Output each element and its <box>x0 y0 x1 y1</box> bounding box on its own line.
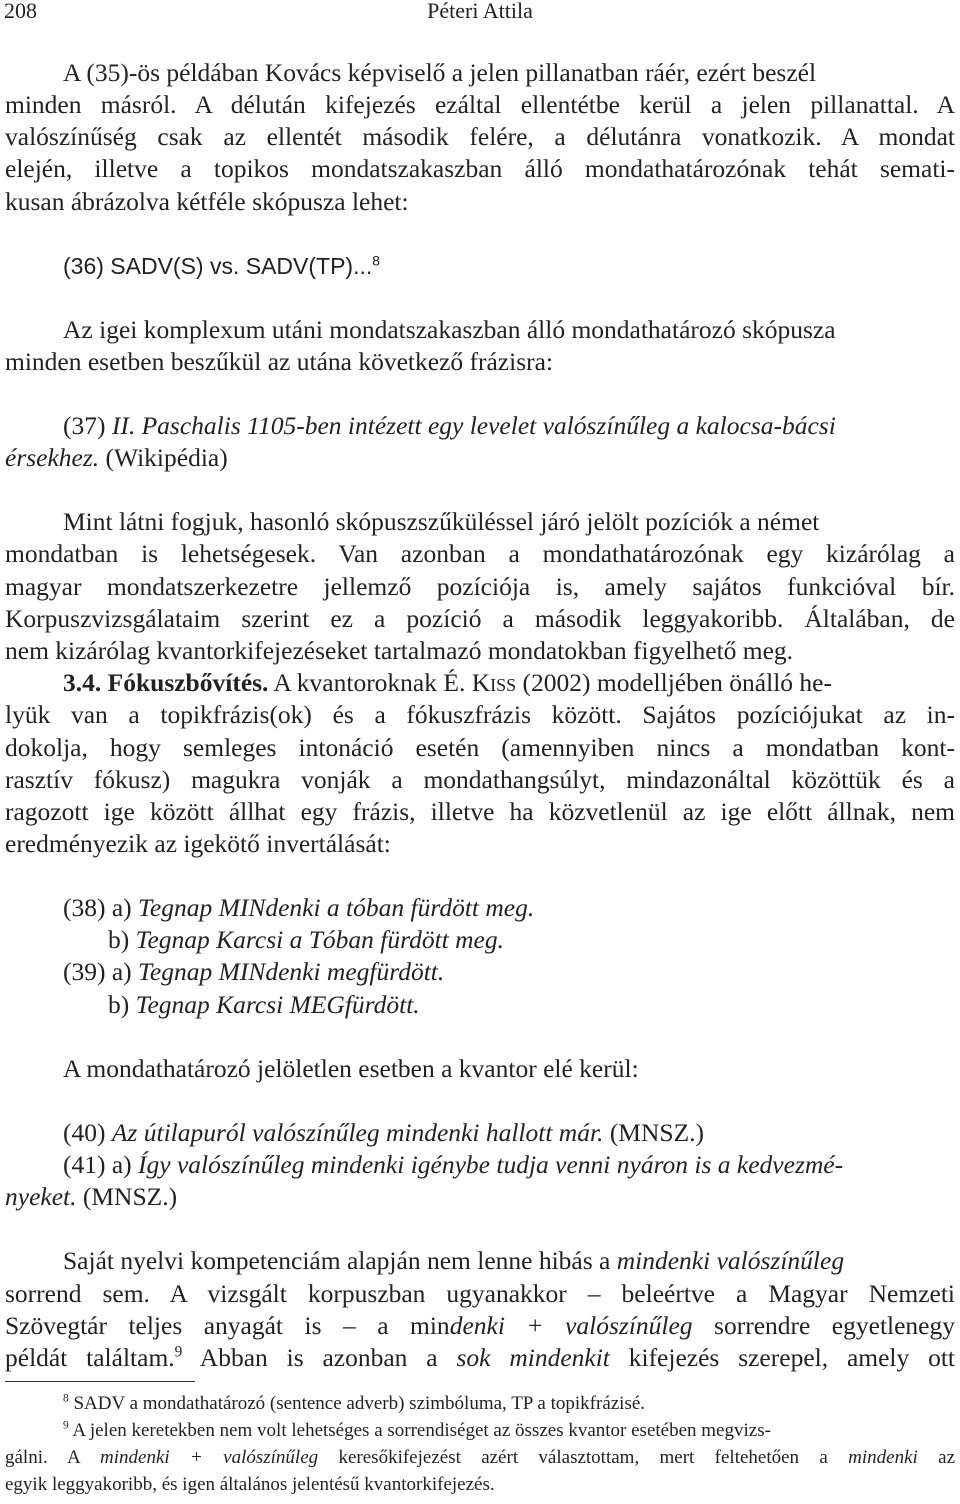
footnote-ref-8: 8 <box>372 253 380 269</box>
page-number: 208 <box>4 0 37 23</box>
paragraph-line: rasztív fókusz) magukra vonják a mondathangsúlyt, mindazonáltal közöttük és a <box>5 765 955 794</box>
paragraph-line: A mondathatározó jelöletlen esetben a kvantor elé kerül: <box>63 1054 639 1083</box>
footnote-8: $^8$ SADV a mondathatározó (sentence adverb) szimbóluma, TP a topikfrázisé. <box>63 1392 646 1414</box>
paragraph-line: eredményezik az igekötő invertálását: <box>5 829 391 858</box>
paragraph-line: minden esetben beszűkül az utána következő frázisra: <box>5 347 554 376</box>
paragraph-line: Az igei komplexum utáni mondatszakaszban álló mondathatározó skópusza <box>63 315 836 344</box>
example-38b: b) Tegnap Karcsi a Tóban fürdött meg. <box>108 925 504 954</box>
footnote-rule <box>5 1381 195 1382</box>
footnote-9-line: gálni. A mindenki + valószínűleg keresőkifejezést azért választottam, mert feltehetően a mindenki az <box>5 1447 956 1468</box>
paragraph-line: ragozott ige között állhat egy frázis, illetve ha közvetlenül az ige előtt állnak, nem <box>5 797 955 826</box>
example-39a: (39) a) Tegnap MINdenki megfürdött. <box>63 957 445 986</box>
section-heading-line: 3.4. Fókuszbővítés. A kvantoroknak É. Kiss (2002) modelljében önálló he- <box>63 668 832 697</box>
example-39b: b) Tegnap Karcsi MEGfürdött. <box>108 990 420 1019</box>
example-41a-cont: nyeket. (MNSZ.) <box>5 1182 178 1211</box>
paragraph-line: példát találtam.$^9$ Abban is azonban a sok mindenkit kifejezés szerepel, amely ott <box>5 1343 956 1372</box>
footnote-9: $^9$ A jelen keretekben nem volt lehetséges a sorrendiséget az összes kvantor esetében megvizs- <box>63 1419 771 1441</box>
example-37-cont: érsekhez. (Wikipédia) <box>5 443 228 472</box>
example-38a: (38) a) Tegnap MINdenki a tóban fürdött meg. <box>63 893 535 922</box>
paragraph-line: Saját nyelvi kompetenciám alapján nem lenne hibás a mindenki valószínűleg <box>63 1246 845 1275</box>
paragraph-line: minden másról. A délután kifejezés ezáltal ellentétbe kerül a jelen pillanattal. A <box>5 90 955 119</box>
example-40: (40) Az útilapuról valószínűleg mindenki hallott már. (MNSZ.) <box>63 1118 705 1147</box>
paragraph-line: Szövegtár teljes anyagát is – a mindenki + valószínűleg sorrendre egyetlenegy <box>5 1311 956 1340</box>
footnote-9-line: egyik leggyakoribb, és igen általános jelentésű kvantorkifejezés. <box>5 1474 495 1495</box>
example-41a: (41) a) Így valószínűleg mindenki igénybe tudja venni nyáron is a kedvezmé- <box>63 1150 844 1179</box>
running-head: Péteri Attila <box>427 0 533 23</box>
paragraph-line: magyar mondatszerkezetre jellemző pozíciója is, amely sajátos funkcióval bír. <box>5 572 955 601</box>
example-36: (36) SADV(S) vs. SADV(TP)...$^8$ <box>63 253 380 279</box>
paragraph-line: elején, illetve a topikos mondatszakaszban álló mondathatározónak tehát semati- <box>5 154 955 183</box>
paragraph-line: Mint látni fogjuk, hasonló skópuszszűküléssel járó jelölt pozíciók a német <box>63 507 820 536</box>
paragraph-line: valószínűség csak az ellentét második felére, a délutánra vonatkozik. A mondat <box>5 122 955 151</box>
paragraph-line: mondatban is lehetségesek. Van azonban a mondathatározónak egy kizárólag a <box>5 539 955 568</box>
section-heading: 3.4. Fókuszbővítés. <box>63 668 269 697</box>
paragraph-line: A (35)-ös példában Kovács képviselő a jelen pillanatban ráér, ezért beszél <box>63 58 817 87</box>
paragraph-line: nem kizárólag kvantorkifejezéseket tartalmazó mondatokban figyelhető meg. <box>5 636 794 665</box>
paragraph-line: Korpuszvizsgálataim szerint ez a pozíció a második leggyakoribb. Általában, de <box>5 604 955 633</box>
paragraph-line: lyük van a topikfrázis(ok) és a fókuszfrázis között. Sajátos pozíciójukat az in- <box>5 700 955 729</box>
footnote-ref-9: 9 <box>174 1343 183 1361</box>
paragraph-line: kusan ábrázolva kétféle skópusza lehet: <box>5 187 409 216</box>
example-37: (37) II. Paschalis 1105-ben intézett egy levelet valószínűleg a kalocsa-bácsi <box>63 411 836 440</box>
paragraph-line: sorrend sem. A vizsgált korpuszban ugyanakkor – beleértve a Magyar Nemzeti <box>5 1279 955 1308</box>
paragraph-line: dokolja, hogy semleges intonáció esetén (amennyiben nincs a mondatban kont- <box>5 733 955 762</box>
